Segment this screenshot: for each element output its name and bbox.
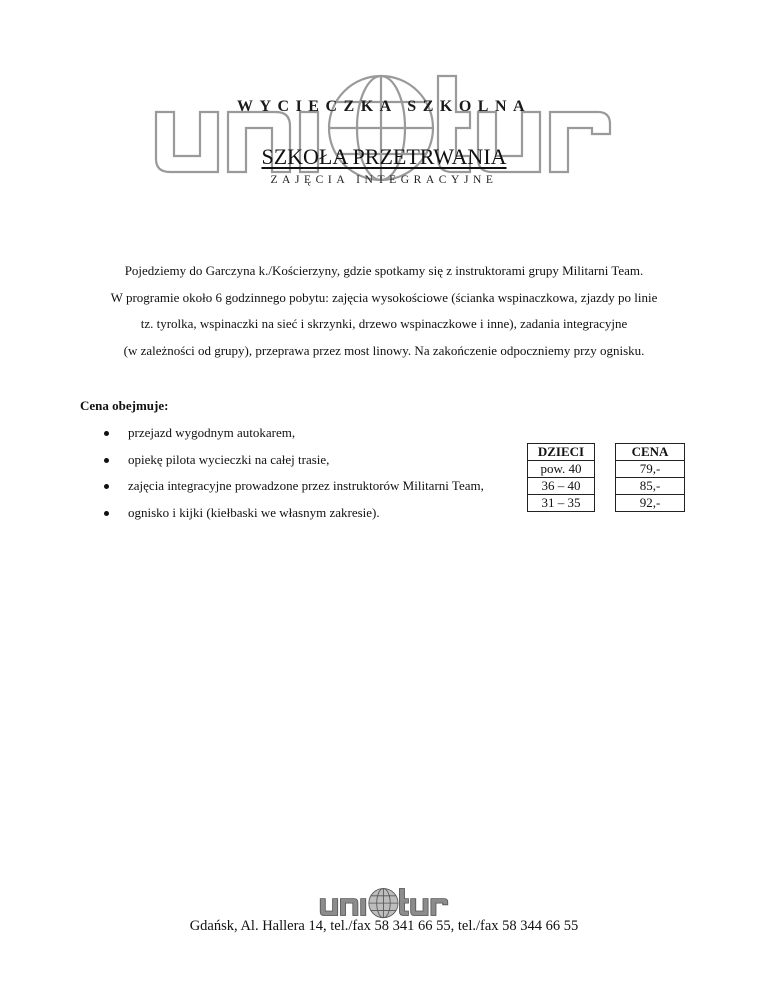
unitur-logo-footer [318, 884, 450, 920]
list-item-text: zajęcia integracyjne prowadzone przez instruktorów Militarni Team, [128, 478, 484, 493]
table-cell-price: 92,- [616, 494, 684, 511]
header-subtitle-top: WYCIECZKA SZKOLNA [236, 98, 532, 115]
table-header-price: CENA [616, 444, 684, 461]
table-cell-children: pow. 40 [540, 461, 582, 476]
list-item [100, 473, 530, 500]
list-item-text: ognisko i kijki (kiełbaski we własnym zakresie). [128, 504, 380, 520]
page-title: SZKOŁA PRZETRWANIA [261, 144, 507, 169]
footer-address: Gdańsk, Al. Hallera 14, tel./fax 58 341 66 55, tel./fax 58 344 66 55 [189, 918, 579, 934]
table-cell-children: 36 – 40 [528, 477, 594, 494]
bullet-icon [104, 484, 109, 489]
bullet-icon [104, 511, 109, 516]
header-subtitle-bottom: ZAJĘCIA INTEGRACYJNE [270, 174, 498, 186]
table-header-children: DZIECI [528, 444, 594, 461]
list-item-text: opiekę pilota wycieczki na całej trasie, [128, 451, 330, 467]
price-includes-heading: Cena obejmuje: [80, 398, 169, 413]
table-cell-price: 85,- [616, 477, 684, 494]
bullet-icon [104, 431, 109, 436]
list-item [100, 420, 530, 447]
bullet-icon [104, 458, 109, 463]
list-item-text: przejazd wygodnym autokarem, [128, 425, 296, 440]
list-item [100, 500, 530, 527]
intro-line: W programie około 6 godzinnego pobytu: zajęcia wysokościowe (ścianka wspinaczkowa, zjazdy po linie [110, 289, 658, 305]
table-cell-children: 31 – 35 [528, 494, 594, 511]
intro-paragraph [60, 258, 708, 364]
table-column-price [615, 443, 685, 512]
table-cell-price: 79,- [639, 461, 661, 476]
intro-line: Pojedziemy do Garczyna k./Kościerzyny, gdzie spotkamy się z instruktorami grupy Militarni Team. [124, 263, 644, 278]
intro-line: tz. tyrolka, wspinaczki na sieć i skrzynki, drzewo wspinaczkowe i inne), zadania integracyjne [140, 316, 628, 331]
price-includes-list [100, 420, 530, 526]
table-column-children [527, 443, 595, 512]
price-table [527, 443, 685, 512]
list-item [100, 447, 530, 474]
intro-line: (w zależności od grupy), przeprawa przez most linowy. Na zakończenie odpoczniemy przy ognisku. [123, 342, 645, 358]
